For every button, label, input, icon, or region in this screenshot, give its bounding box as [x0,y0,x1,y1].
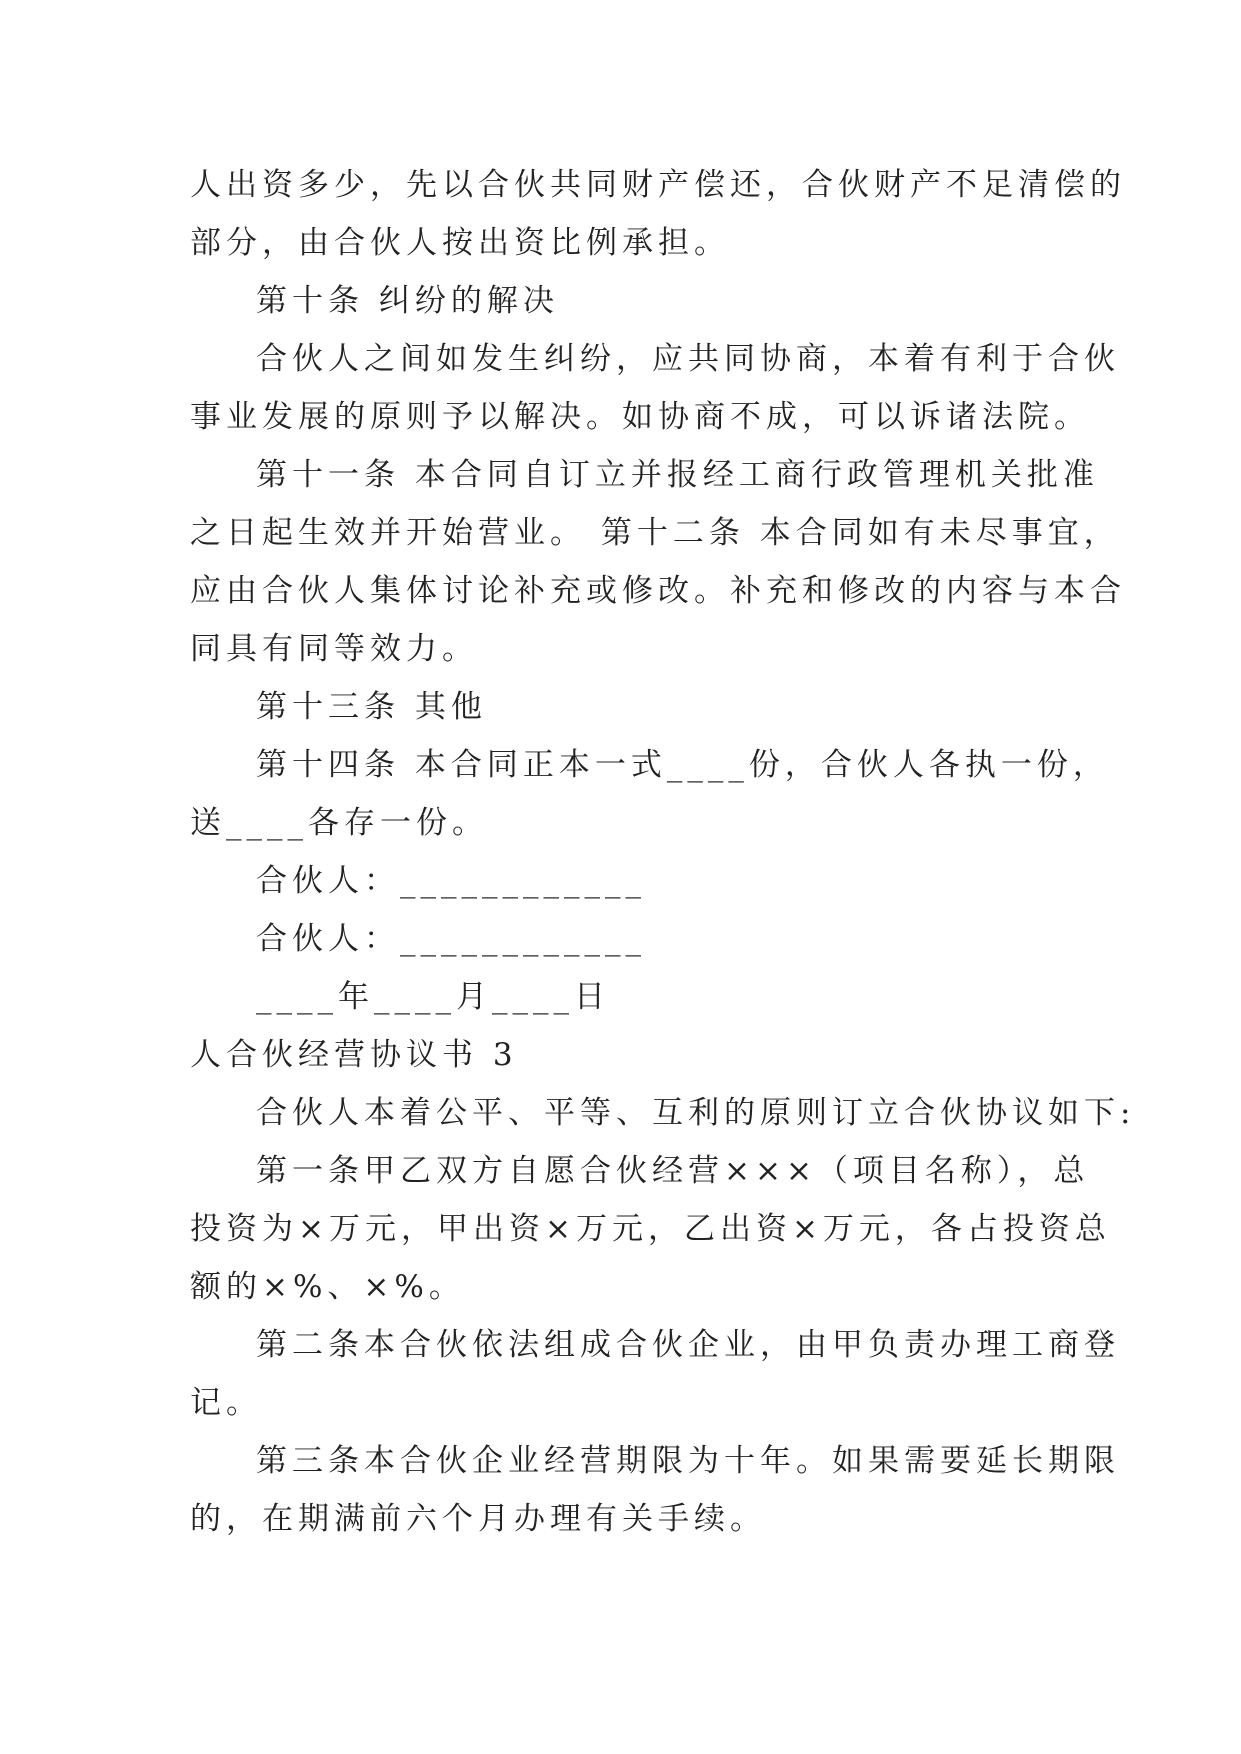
body-line: 之日起生效并开始营业。 第十二条 本合同如有未尽事宜， [190,515,1120,551]
body-line: 部分，由合伙人按出资比例承担。 [190,225,730,261]
signature-line: 合伙人：____________ [256,863,646,899]
body-line: 第十一条 本合同自订立并报经工商行政管理机关批准 [256,457,1099,493]
body-line: 额的×%、×%。 [190,1269,465,1305]
section-title: 人合伙经营协议书 3 [190,1037,518,1073]
body-line: 记。 [190,1385,262,1421]
signature-line: 合伙人：____________ [256,921,646,957]
body-line: 同具有同等效力。 [190,631,478,667]
body-line: 合伙人之间如发生纠纷，应共同协商，本着有利于合伙 [256,341,1120,377]
article-heading: 第十三条 其他 [256,689,487,725]
body-line: 第二条本合伙依法组成合伙企业，由甲负责办理工商登 [256,1327,1120,1363]
body-line: 合伙人本着公平、平等、互利的原则订立合伙协议如下: [256,1095,1136,1131]
body-line: 应由合伙人集体讨论补充或修改。补充和修改的内容与本合 [190,573,1126,609]
body-line: 事业发展的原则予以解决。如协商不成，可以诉诸法院。 [190,399,1090,435]
body-line: 第一条甲乙双方自愿合伙经营×××（项目名称），总 [256,1153,1090,1189]
body-line: 人出资多少，先以合伙共同财产偿还，合伙财产不足清偿的 [190,167,1126,203]
article-heading: 第十条 纠纷的解决 [256,283,559,319]
body-line: 第三条本合伙企业经营期限为十年。如果需要延长期限 [256,1443,1120,1479]
body-line: 送____各存一份。 [190,805,488,841]
body-line: 投资为×万元，甲出资×万元，乙出资×万元，各占投资总 [190,1211,1111,1247]
body-line: 第十四条 本合同正本一式____份，合伙人各执一份， [256,747,1109,783]
body-line: 的，在期满前六个月办理有关手续。 [190,1501,766,1537]
date-line: ____年____月____日 [256,979,610,1015]
document-body [190,156,1136,1548]
